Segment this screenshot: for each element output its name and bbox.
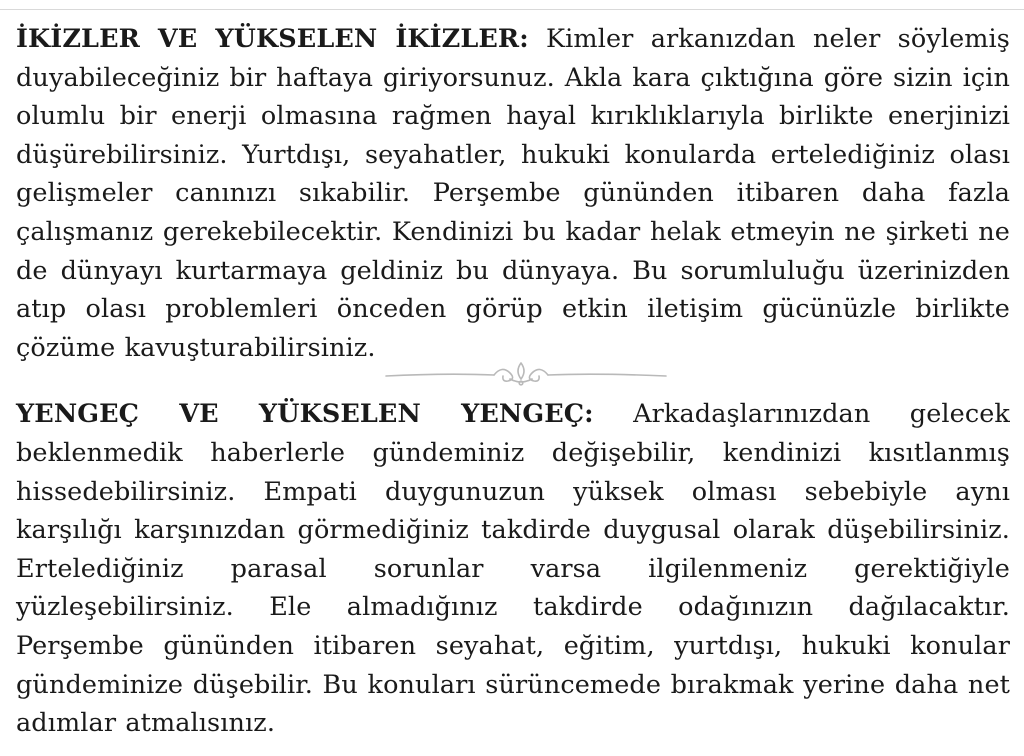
top-divider	[0, 9, 1024, 10]
horoscope-cancer	[16, 395, 1010, 742]
flourish-divider-icon	[16, 359, 1010, 393]
horoscope-gemini	[16, 20, 1010, 367]
section-heading: İKİZLER VE YÜKSELEN İKİZLER:	[16, 24, 529, 54]
section-body: Kimler arkanızdan neler söylemiş duyabileceğiniz bir haftaya giriyorsunuz. Akla kara çıktığına göre sizin için olumlu bir enerji olmasına rağmen hayal kırıklıklarıyla birlikte enerjinizi düşürebilirsiniz. Yurtdışı, seyahatler, hukuki konularda ertelediğiniz olası gelişmeler canınızı sıkabilir. Perşembe gününden itibaren daha fazla çalışmanız gerekebilecektir. Kendinizi bu kadar helak etmeyin ne şirketi ne de dünyayı kurtarmaya geldiniz bu dünyaya. Bu sorumluluğu üzerinizden atıp olası problemleri önceden görüp etkin iletişim gücünüzle birlikte çözüme kavuşturabilirsiniz.	[16, 24, 1010, 363]
section-body: Arkadaşlarınızdan gelecek beklenmedik haberlerle gündeminiz değişebilir, kendinizi kısıtlanmış hissedebilirsiniz. Empati duygunuzun yüksek olması sebebiyle aynı karşılığı karşınızdan görmediğiniz takdirde duygusal olarak düşebilirsiniz. Ertelediğiniz parasal sorunlar varsa ilgilenmeniz gerektiğiyle yüzleşebilirsiniz. Ele almadığınız takdirde odağınızın dağılacaktır. Perşembe gününden itibaren seyahat, eğitim, yurtdışı, hukuki konular gündeminize düşebilir. Bu konuları sürüncemede bırakmak yerine daha net adımlar atmalısınız.	[16, 399, 1010, 739]
section-heading: YENGEÇ VE YÜKSELEN YENGEÇ:	[16, 399, 594, 430]
